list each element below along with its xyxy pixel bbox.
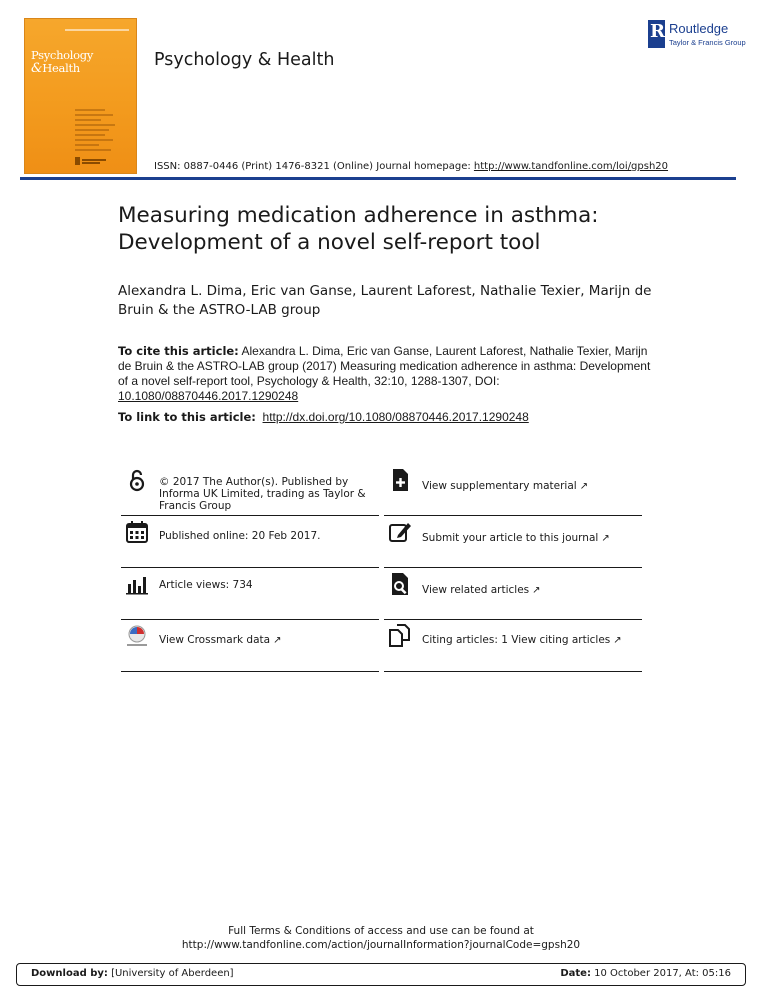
edit-icon <box>388 520 412 544</box>
publisher-subtitle: Taylor & Francis Group <box>669 38 746 47</box>
cover-title-amp: & <box>31 61 43 76</box>
citation-block <box>118 344 658 404</box>
published-date: Published online: 20 Feb 2017. <box>159 530 321 542</box>
cover-header-line <box>65 29 129 31</box>
article-link[interactable]: http://dx.doi.org/10.1080/08870446.2017.1290248 <box>262 410 529 424</box>
journal-cover-image <box>24 18 137 174</box>
external-link-icon: ↗ <box>601 533 610 544</box>
bar-chart-icon <box>125 572 149 596</box>
license-text: © 2017 The Author(s). Published by Informa UK Limited, trading as Taylor & Francis Group <box>159 476 366 512</box>
views-cell <box>121 568 379 620</box>
submit-cell[interactable] <box>384 516 642 568</box>
journal-homepage-link[interactable]: http://www.tandfonline.com/loi/gpsh20 <box>473 161 669 172</box>
routledge-logo[interactable] <box>648 20 748 50</box>
citing-link[interactable] <box>422 634 642 647</box>
related-link[interactable] <box>422 584 642 597</box>
external-link-icon: ↗ <box>579 481 589 492</box>
submit-label: Submit your article to this journal <box>422 532 599 544</box>
citing-label: Citing articles: 1 View citing articles <box>422 634 611 646</box>
download-label: Download by: <box>31 968 108 979</box>
crossmark-icon <box>125 624 149 648</box>
publisher-name: Routledge <box>669 21 729 36</box>
crossmark-label: View Crossmark data <box>159 634 271 646</box>
supplementary-cell[interactable] <box>384 464 642 516</box>
header-divider <box>20 177 736 180</box>
terms-link[interactable]: http://www.tandfonline.com/action/journalInformation?journalCode=gpsh20 <box>181 939 581 951</box>
article-authors: Alexandra L. Dima, Eric van Ganse, Laurent Laforest, Nathalie Texier, Marijn de Bruin & the ASTRO-LAB group <box>118 283 652 318</box>
doi-link[interactable]: 10.1080/08870446.2017.1290248 <box>118 389 299 403</box>
cover-publisher-logo <box>75 157 107 165</box>
related-label: View related articles <box>422 584 530 596</box>
download-bar <box>16 963 746 986</box>
download-date <box>560 968 731 979</box>
license-cell <box>121 464 379 516</box>
cover-title <box>31 49 135 75</box>
supplementary-link[interactable] <box>422 480 642 493</box>
citing-cell[interactable] <box>384 620 642 672</box>
submit-link[interactable] <box>422 532 642 545</box>
journal-name: Psychology & Health <box>154 50 335 70</box>
download-value: [University of Aberdeen] <box>107 968 234 979</box>
add-file-icon <box>388 468 412 492</box>
issn-line <box>154 161 668 172</box>
issn-label: ISSN: 0887-0446 (Print) 1476-8321 (Online) Journal homepage: <box>154 161 471 172</box>
article-link-line <box>118 410 658 424</box>
terms-line: Full Terms & Conditions of access and use can be found at <box>228 925 534 937</box>
terms-footer <box>0 924 762 952</box>
routledge-r-icon: R <box>648 20 665 48</box>
crossmark-cell[interactable] <box>121 620 379 672</box>
crossmark-link[interactable] <box>159 634 379 647</box>
calendar-icon <box>125 520 149 544</box>
external-link-icon: ↗ <box>273 635 282 646</box>
related-cell[interactable] <box>384 568 642 620</box>
cover-title-line2: Health <box>42 61 80 75</box>
citing-articles-icon <box>388 624 412 648</box>
cover-contents-lines <box>75 109 117 154</box>
open-access-icon <box>125 468 149 492</box>
date-label: Date: <box>560 968 591 979</box>
article-title: Measuring medication adherence in asthma: Development of a novel self-report tool <box>118 203 599 255</box>
search-document-icon <box>388 572 412 596</box>
supplementary-label: View supplementary material <box>422 480 577 492</box>
link-label: To link to this article: <box>118 410 256 424</box>
published-cell <box>121 516 379 568</box>
article-views: Article views: 734 <box>159 579 253 591</box>
external-link-icon: ↗ <box>613 635 622 646</box>
download-info <box>31 968 234 979</box>
date-value: 10 October 2017, At: 05:16 <box>590 968 731 979</box>
citation-label: To cite this article: <box>118 344 239 358</box>
external-link-icon: ↗ <box>532 585 541 596</box>
citation-text: Alexandra L. Dima, Eric van Ganse, Laurent Laforest, Nathalie Texier, Marijn de Bruin & the ASTRO-LAB group (2017) Measuring medication adherence in asthma: Development of a novel self-report tool, Psychology & Health, 32:10, 1288-1307, DOI: <box>118 344 651 388</box>
cover-title-line1: Psychology <box>31 48 94 62</box>
